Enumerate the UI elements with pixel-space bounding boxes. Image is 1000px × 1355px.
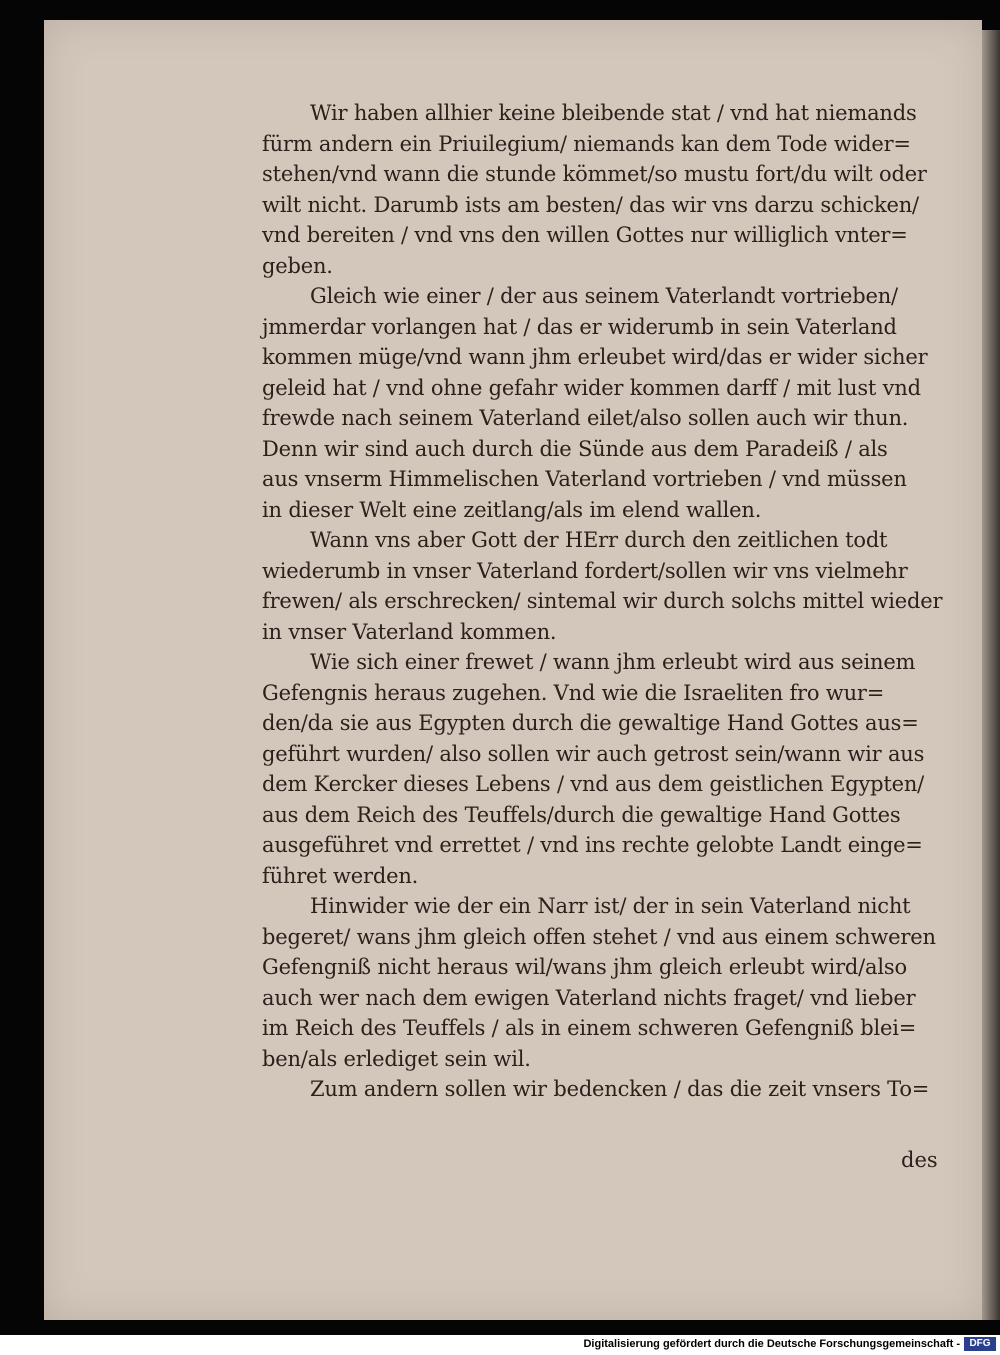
paragraph bbox=[262, 98, 962, 281]
catchword: des bbox=[901, 1148, 938, 1172]
paragraph bbox=[262, 281, 962, 525]
text-line: geben. bbox=[262, 253, 333, 278]
text-line: frewde nach seinem Vaterland eilet/also sollen auch wir thun. bbox=[262, 406, 909, 430]
text-line: Wann vns aber Gott der HErr durch den zeitlichen todt bbox=[310, 528, 888, 552]
text-line: begeret/ wans jhm gleich offen stehet / vnd aus einem schweren bbox=[262, 924, 936, 949]
text-line: Gefengniß nicht heraus wil/wans jhm gleich erleubt wird/also bbox=[262, 955, 907, 979]
paragraph bbox=[262, 525, 962, 647]
text-line: Wie sich einer frewet / wann jhm erleubt wird aus seinem bbox=[310, 650, 916, 674]
text-line: frewen/ als erschrecken/ sintemal wir durch solchs mittel wieder bbox=[262, 589, 943, 613]
text-line: in vnser Vaterland kommen. bbox=[262, 619, 557, 644]
text-line: wilt nicht. Darumb ists am besten/ das wir vns darzu schicken/ bbox=[262, 192, 919, 217]
text-line: den/da sie aus Egypten durch die gewaltige Hand Gottes aus= bbox=[262, 711, 919, 735]
text-line: im Reich des Teuffels / als in einem schweren Gefengniß blei= bbox=[262, 1016, 917, 1040]
text-line: stehen/vnd wann die stunde kömmet/so mustu fort/du wilt oder bbox=[262, 162, 927, 186]
text-line: Zum andern sollen wir bedencken / das die zeit vnsers To= bbox=[310, 1077, 930, 1101]
paragraph bbox=[262, 891, 962, 1074]
text-line: Denn wir sind auch durch die Sünde aus dem Paradeiß / als bbox=[262, 436, 888, 461]
text-block bbox=[262, 98, 962, 1105]
paragraph bbox=[262, 1074, 962, 1105]
text-line: geführt wurden/ also sollen wir auch getrost sein/wann wir aus bbox=[262, 741, 925, 766]
text-line: wiederumb in vnser Vaterland fordert/sollen wir vns vielmehr bbox=[262, 558, 908, 583]
text-line: ausgeführet vnd errettet / vnd ins rechte gelobte Landt einge= bbox=[262, 833, 923, 857]
text-line: in dieser Welt eine zeitlang/als im elend wallen. bbox=[262, 497, 762, 522]
text-line: ben/als erlediget sein wil. bbox=[262, 1046, 531, 1071]
text-line: jmmerdar vorlangen hat / das er widerumb in sein Vaterland bbox=[262, 314, 897, 339]
text-line: dem Kercker dieses Lebens / vnd aus dem geistlichen Egypten/ bbox=[262, 772, 925, 796]
text-line: fürm andern ein Priuilegium/ niemands kan dem Tode wider= bbox=[262, 131, 911, 156]
text-line: Hinwider wie der ein Narr ist/ der in sein Vaterland nicht bbox=[310, 894, 911, 918]
text-line: Wir haben allhier keine bleibende stat / vnd hat niemands bbox=[310, 101, 917, 125]
paragraph bbox=[262, 647, 962, 891]
text-line: Gefengnis heraus zugehen. Vnd wie die Israeliten fro wur= bbox=[262, 680, 885, 705]
text-line: vnd bereiten / vnd vns den willen Gottes nur williglich vnter= bbox=[262, 223, 908, 247]
text-line: Gleich wie einer / der aus seinem Vaterlandt vortrieben/ bbox=[310, 284, 898, 308]
dfg-logo: DFG bbox=[964, 1337, 996, 1351]
text-line: geleid hat / vnd ohne gefahr wider kommen darff / mit lust vnd bbox=[262, 375, 921, 400]
text-line: führet werden. bbox=[262, 863, 419, 888]
text-line: auch wer nach dem ewigen Vaterland nichts fraget/ vnd lieber bbox=[262, 985, 916, 1010]
text-line: kommen müge/vnd wann jhm erleubet wird/das er wider sicher bbox=[262, 345, 928, 369]
text-line: aus dem Reich des Teuffels/durch die gewaltige Hand Gottes bbox=[262, 802, 901, 827]
text-line: aus vnserm Himmelischen Vaterland vortrieben / vnd müssen bbox=[262, 467, 907, 491]
footer-credit: Digitalisierung gefördert durch die Deutsche Forschungsgemeinschaft - bbox=[583, 1338, 960, 1350]
